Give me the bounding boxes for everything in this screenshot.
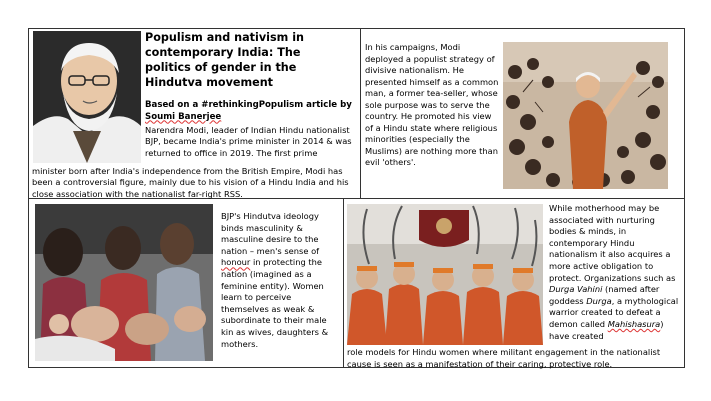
panel3-body-before: BJP's Hindutva ideology binds masculinity & masculine desire to the nation – men's sense of [221, 211, 320, 256]
panel4-body-1: While motherhood may be associated with nurturing bodies & minds, in contemporary Hindu nationalism it also acquires a more active obligation to protect. Organizations such as [549, 203, 676, 283]
panel2-body: In his campaigns, Modi deployed a populist strategy of divisive nationalism. He presented himself as a common man, a former tea-seller, whose sole purpose was to serve the country. He promoted his view of a Hindu state where religious minorities (especially the Muslims) are nothing more than evil 'others'. [365, 42, 499, 167]
author-name: Soumi Banerjee [145, 111, 222, 122]
panel-divider-bottom [343, 198, 344, 368]
modi-portrait-image [33, 31, 141, 163]
article-credit [145, 100, 360, 123]
crowd-rally-image [503, 42, 668, 189]
panel1-body-start: Narendra Modi, leader of Indian Hindu nationalist BJP, became India's prime minister in 2014 & was returned to office in 2019. The first prime [145, 125, 352, 158]
panel3-honour: honour [221, 257, 251, 268]
page-title: Populism and nativism in contemporary India: The politics of gender in the Hindutva movement [145, 31, 304, 89]
panel4-body [549, 203, 682, 342]
panel-divider-top [360, 28, 361, 199]
panel3-body [221, 211, 341, 350]
women-with-swords-image [347, 204, 543, 345]
panel4-body-4: ) have created [549, 318, 664, 341]
panel4-org-name: Durga Vahini [549, 284, 603, 295]
panel1-body-end: minister born after India's independence from the British Empire, Modi has been a controversial figure, mainly due to his vision of a Hindu India and his close association with the nationalist far-right RSS. [32, 166, 349, 199]
panel4-footer: role models for Hindu women where militant engagement in the nationalist cause is seen as a manifestation of their caring, protective role. [347, 347, 661, 369]
panel3-body-after: in protecting the nation (imagined as a feminine entity). Women learn to perceive themselves as weak & subordinate to their male kin as wives, daughters & mothers. [221, 257, 329, 349]
credit-prefix: Based on a #rethinkingPopulism article by [145, 100, 352, 110]
panel4-body-3: , a mythological warrior created to defeat a demon called [549, 295, 679, 329]
women-children-image [35, 204, 213, 361]
panel4-goddess: Durga [586, 295, 612, 306]
panel1-text-top [145, 125, 357, 159]
panel4-demon: Mahishasura [607, 318, 661, 329]
panel4-body-2: (named after goddess [549, 284, 660, 306]
